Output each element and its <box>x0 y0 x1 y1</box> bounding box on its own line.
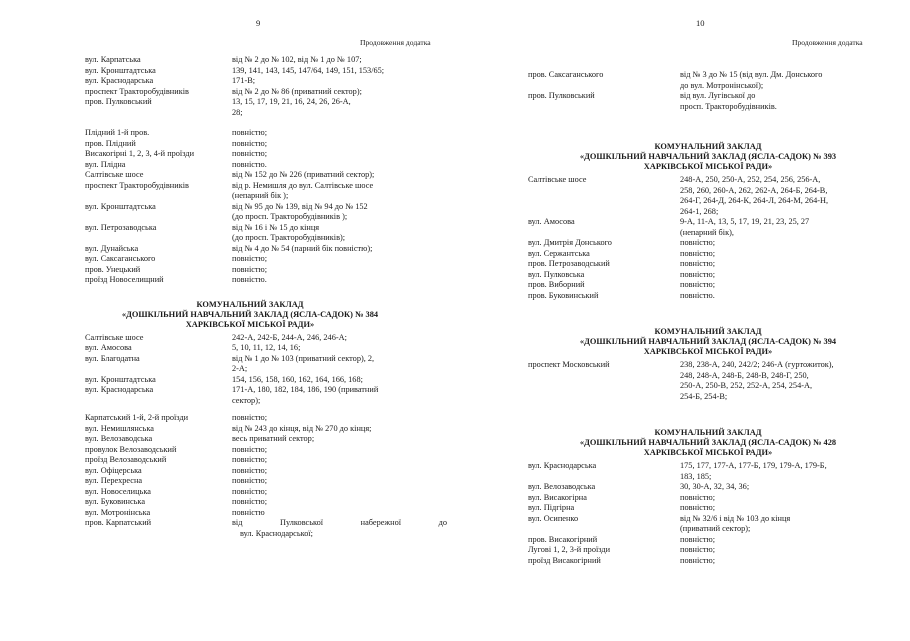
address-line: від № 1 до № 103 (приватний сектор), 2, <box>232 353 375 363</box>
address-row <box>528 461 873 482</box>
address-range <box>232 445 447 456</box>
heading-line: КОМУНАЛЬНИЙ ЗАКЛАД <box>196 299 304 309</box>
address-line: повністю; <box>232 455 268 464</box>
institution-heading-384 <box>75 300 425 330</box>
street-name: вул. Перехресна <box>85 476 143 485</box>
address-line: від р. Немишля до вул. Салтівське шосе <box>232 180 374 190</box>
street-name: вул. Кронштадтська <box>85 374 156 384</box>
address-row <box>528 217 873 238</box>
address-row <box>528 249 873 260</box>
address-row <box>85 445 447 456</box>
address-line: 175, 177, 177-А, 177-Б, 179, 179-А, 179-Б, <box>680 461 827 470</box>
address-range <box>232 385 447 406</box>
address-range <box>680 270 873 281</box>
address-range <box>680 360 873 402</box>
address-row <box>528 238 873 249</box>
address-line: повністю; <box>680 238 716 247</box>
address-line: просп. Тракторобудівників. <box>680 101 777 111</box>
heading-line: ХАРКІВСЬКОЇ МІСЬКОЇ РАДИ» <box>643 448 773 457</box>
address-list <box>528 360 873 402</box>
address-line: від № 243 до кінця, від № 270 до кінця; <box>232 423 372 433</box>
address-range <box>232 343 447 354</box>
address-line: (непарний бік), <box>680 227 734 237</box>
address-row <box>85 265 447 276</box>
address-line: 154, 156, 158, 160, 162, 164, 166, 168; <box>232 374 363 384</box>
institution-heading-393 <box>533 142 883 172</box>
address-row <box>85 66 447 77</box>
address-range <box>680 503 873 514</box>
address-range <box>680 91 873 112</box>
address-range <box>232 139 447 150</box>
address-line: повністю; <box>232 444 268 454</box>
right-content <box>528 70 873 566</box>
address-line: від № 152 до № 226 (приватний сектор); <box>232 170 375 179</box>
address-range <box>232 476 447 487</box>
address-list <box>85 55 447 118</box>
address-range <box>232 76 447 87</box>
address-row <box>85 466 447 477</box>
address-row <box>528 535 873 546</box>
heading-line: «ДОШКІЛЬНИЙ НАВЧАЛЬНИЙ ЗАКЛАД (ЯСЛА-САДОК) № 393 <box>579 152 837 161</box>
address-range <box>232 55 447 66</box>
address-row <box>528 91 873 112</box>
address-row <box>85 181 447 202</box>
heading-line: ХАРКІВСЬКОЇ МІСЬКОЇ РАДИ» <box>643 347 773 356</box>
address-line: повністю; <box>232 264 268 274</box>
address-line: повністю. <box>232 275 267 284</box>
address-line: 30, 30-А, 32, 34, 36; <box>680 482 750 491</box>
address-list <box>85 413 447 518</box>
page-number: 10 <box>696 18 705 28</box>
address-line: (приватний сектор); <box>680 524 751 533</box>
address-line: повністю; <box>680 534 716 544</box>
address-line: від № 2 до № 86 (приватний сектор); <box>232 86 362 96</box>
institution-heading-428 <box>533 428 883 458</box>
address-row <box>528 270 873 281</box>
heading-line: КОМУНАЛЬНИЙ ЗАКЛАД <box>654 428 762 437</box>
address-row <box>85 487 447 498</box>
address-range <box>232 455 447 466</box>
street-name: вул. Велозаводська <box>85 434 153 443</box>
address-line: 2-А; <box>232 364 248 373</box>
address-range <box>680 461 873 482</box>
address-row <box>85 434 447 445</box>
address-line: від № 2 до № 102, від № 1 до № 107; <box>232 55 362 64</box>
street-name: пров. Унецький <box>85 264 141 274</box>
address-row <box>528 514 873 535</box>
address-line: 242-А, 242-Б, 244-А, 246, 246-А; <box>232 332 347 342</box>
address-row <box>85 254 447 265</box>
address-row <box>528 503 873 514</box>
address-range <box>232 333 447 344</box>
address-line: повністю <box>232 507 265 517</box>
address-row <box>85 160 447 171</box>
address-range <box>680 249 873 260</box>
address-row <box>85 455 447 466</box>
street-name: вул. Немишлянська <box>85 423 154 433</box>
address-row <box>85 76 447 87</box>
address-line: (непарний бік ); <box>232 191 289 200</box>
continuation-label: Продовження додатка <box>360 38 431 47</box>
address-line: повністю; <box>232 128 268 137</box>
address-line: повністю; <box>232 497 268 506</box>
street-name: пров. Петрозаводський <box>528 259 610 268</box>
address-row <box>85 413 447 424</box>
address-row <box>85 128 447 139</box>
address-line: сектор); <box>232 395 261 405</box>
heading-line: «ДОШКІЛЬНИЙ НАВЧАЛЬНИЙ ЗАКЛАД (ЯСЛА-САДОК) № 394 <box>579 337 837 346</box>
address-range <box>232 254 447 265</box>
address-row <box>528 482 873 493</box>
address-line: 264-Г, 264-Д, 264-К, 264-Л, 264-М, 264-Н, <box>680 196 829 205</box>
heading-line: ХАРКІВСЬКОЇ МІСЬКОЇ РАДИ» <box>185 319 315 329</box>
address-range <box>232 466 447 477</box>
address-range <box>680 545 873 556</box>
address-row <box>528 545 873 556</box>
street-name: проспект Тракторобудівників <box>85 180 189 190</box>
address-list <box>85 333 447 407</box>
address-line: 9-А, 11-А, 13, 5, 17, 19, 21, 23, 25, 27 <box>680 217 810 226</box>
address-range <box>680 217 873 238</box>
address-line: повністю; <box>680 280 716 289</box>
address-line: (до просп. Тракторобудівників); <box>232 233 346 242</box>
address-range <box>680 535 873 546</box>
address-row <box>85 518 447 539</box>
institution-heading-394 <box>533 327 883 357</box>
word: до <box>438 518 447 527</box>
street-name: Салтівське шосе <box>85 170 144 179</box>
address-row <box>85 497 447 508</box>
address-row <box>528 259 873 270</box>
address-range <box>680 556 873 567</box>
address-line: повністю; <box>232 486 268 496</box>
address-row <box>528 493 873 504</box>
address-range <box>232 160 447 171</box>
street-name: проїзд Висакогірний <box>528 555 601 565</box>
address-line: повністю; <box>680 555 716 565</box>
address-row <box>85 385 447 406</box>
address-range <box>232 375 447 386</box>
address-range <box>232 275 447 286</box>
address-range <box>232 434 447 445</box>
street-name: проспект Тракторобудівників <box>85 86 189 96</box>
street-name: вул. Саксаганського <box>85 254 156 263</box>
address-line: від № 3 до № 15 (від вул. Дм. Донського <box>680 70 823 79</box>
address-line: повністю; <box>680 503 716 512</box>
address-row <box>528 280 873 291</box>
street-name: Карпатський 1-й, 2-й проїзди <box>85 413 189 422</box>
address-line: повністю; <box>680 492 716 502</box>
address-list <box>528 175 873 301</box>
address-row <box>85 343 447 354</box>
address-line: 250-А, 250-В, 252, 252-А, 254, 254-А, <box>680 381 813 390</box>
street-name: пров. Буковинський <box>528 290 599 300</box>
address-line: повністю; <box>232 138 268 148</box>
address-line: вул. Краснодарської; <box>240 528 313 538</box>
address-range <box>680 70 873 91</box>
address-range <box>232 170 447 181</box>
street-name: проїзд Велозаводський <box>85 455 167 464</box>
street-name: вул. Краснодарська <box>85 385 154 394</box>
address-row <box>85 275 447 286</box>
street-name: вул. Кронштадтська <box>85 201 156 211</box>
street-name: вул. Офіцерська <box>85 465 142 475</box>
heading-line: КОМУНАЛЬНИЙ ЗАКЛАД <box>654 327 762 336</box>
address-range <box>232 497 447 508</box>
address-list <box>528 70 873 112</box>
address-line: (до просп. Тракторобудівників ); <box>232 212 348 221</box>
street-name: вул. Карпатська <box>85 55 141 64</box>
address-range <box>232 518 447 539</box>
address-line: повністю; <box>680 248 716 258</box>
heading-line: «ДОШКІЛЬНИЙ НАВЧАЛЬНИЙ ЗАКЛАД (ЯСЛА-САДОК) № 384 <box>121 309 379 319</box>
address-row <box>528 360 873 402</box>
address-row <box>85 508 447 519</box>
address-row <box>85 223 447 244</box>
address-row <box>85 55 447 66</box>
street-name: вул. Мотронінська <box>85 507 151 517</box>
address-line: повністю; <box>232 413 268 422</box>
address-row <box>85 354 447 375</box>
street-name: проїзд Новоселищний <box>85 275 164 284</box>
address-line: 13, 15, 17, 19, 21, 16, 24, 26, 26-А, <box>232 97 351 106</box>
street-name: пров. Карпатський <box>85 518 152 527</box>
address-range <box>232 424 447 435</box>
address-range <box>232 66 447 77</box>
word: Пулковської <box>280 518 324 527</box>
street-name: Салтівське шосе <box>85 332 144 342</box>
address-line: до вул. Мотронінської); <box>680 80 764 90</box>
street-name: вул. Новоселицька <box>85 486 151 496</box>
address-range <box>680 238 873 249</box>
address-row <box>85 87 447 98</box>
heading-line: КОМУНАЛЬНИЙ ЗАКЛАД <box>654 142 762 151</box>
address-range <box>232 354 447 375</box>
street-name: вул. Підгірна <box>528 503 575 512</box>
address-row <box>528 70 873 91</box>
street-name: Висакогірні 1, 2, 3, 4-й проїзди <box>85 149 195 158</box>
address-line: 139, 141, 143, 145, 147/64, 149, 151, 153/65; <box>232 65 385 75</box>
street-name: пров. Саксаганського <box>528 70 604 79</box>
street-name: проспект Московський <box>528 360 610 369</box>
address-row <box>85 333 447 344</box>
address-line: повністю. <box>232 159 267 169</box>
address-row <box>85 139 447 150</box>
address-line: від № 32/6 і від № 103 до кінця <box>680 513 791 523</box>
address-range <box>232 202 447 223</box>
address-row <box>85 149 447 160</box>
street-name: вул. Плідна <box>85 159 126 169</box>
street-name: вул. Пулковська <box>528 269 585 279</box>
address-range <box>680 280 873 291</box>
address-list <box>85 128 447 286</box>
street-name: Плідний 1-й пров. <box>85 128 150 137</box>
street-name: вул. Висакогірна <box>528 492 587 502</box>
address-range <box>232 87 447 98</box>
address-range <box>232 181 447 202</box>
street-name: вул. Велозаводська <box>528 482 596 491</box>
address-line: 183, 185; <box>680 471 712 481</box>
address-line: повністю; <box>232 465 268 475</box>
address-range <box>680 482 873 493</box>
address-range <box>232 487 447 498</box>
street-name: Лугові 1, 2, 3-й проїзди <box>528 545 611 554</box>
street-name: вул. Амосова <box>528 217 575 226</box>
right-page <box>455 0 910 641</box>
word: набережної <box>360 518 402 527</box>
street-name: провулок Велозаводський <box>85 444 177 454</box>
address-line: від № 95 до № 139, від № 94 до № 152 <box>232 201 368 211</box>
address-row <box>528 175 873 217</box>
address-range <box>232 128 447 139</box>
address-line: 258, 260, 260-А, 262, 262-А, 264-Б, 264-В, <box>680 185 828 195</box>
address-line: повністю; <box>680 545 716 554</box>
street-name: вул. Сержантська <box>528 248 590 258</box>
address-line: 248-А, 250, 250-А, 252, 254, 256, 256-А, <box>680 175 821 184</box>
address-range <box>680 259 873 270</box>
address-line: весь приватний сектор; <box>232 434 315 443</box>
address-line: від № 4 до № 54 (парний бік повністю); <box>232 243 373 253</box>
street-name: вул. Осипенко <box>528 513 579 523</box>
address-range <box>232 265 447 276</box>
address-row <box>528 556 873 567</box>
address-line: повністю; <box>680 259 716 268</box>
address-range <box>232 149 447 160</box>
address-row <box>85 476 447 487</box>
address-line: повністю. <box>680 290 715 300</box>
heading-line: «ДОШКІЛЬНИЙ НАВЧАЛЬНИЙ ЗАКЛАД (ЯСЛА-САДОК) № 428 <box>579 438 837 447</box>
address-line: 5, 10, 11, 12, 14, 16; <box>232 343 301 352</box>
address-line: 264-1, 268; <box>680 206 719 216</box>
address-line: 28; <box>232 107 243 117</box>
address-line: повністю; <box>232 476 268 485</box>
address-range <box>232 97 447 118</box>
address-row <box>85 170 447 181</box>
address-line: повністю; <box>232 254 268 263</box>
street-name: пров. Висакогірний <box>528 534 598 544</box>
address-range <box>680 493 873 504</box>
street-name: пров. Пулковський <box>85 97 152 106</box>
street-name: вул. Кронштадтська <box>85 65 156 75</box>
address-list <box>528 461 873 566</box>
address-range <box>680 175 873 217</box>
word: від <box>232 518 243 527</box>
address-row <box>85 375 447 386</box>
heading-line: ХАРКІВСЬКОЇ МІСЬКОЇ РАДИ» <box>643 162 773 171</box>
address-range <box>680 291 873 302</box>
address-range <box>232 244 447 255</box>
street-name: вул. Краснодарська <box>528 461 597 470</box>
address-range <box>232 413 447 424</box>
address-line: від вул. Лугівської до <box>680 91 756 100</box>
page-number: 9 <box>256 18 261 28</box>
address-line: від № 16 і № 15 до кінця <box>232 222 320 232</box>
street-name: Салтівське шосе <box>528 175 587 184</box>
address-range <box>232 223 447 244</box>
address-range <box>680 514 873 535</box>
street-name: вул. Дмитрія Донського <box>528 238 612 247</box>
continuation-label: Продовження додатка <box>792 38 863 47</box>
address-row <box>85 244 447 255</box>
street-name: вул. Краснодарська <box>85 76 154 85</box>
address-row <box>85 424 447 435</box>
left-content <box>85 55 447 539</box>
address-line: 254-Б, 254-В; <box>680 391 728 401</box>
address-line: 171-А, 180, 182, 184, 186, 190 (приватний <box>232 385 379 394</box>
address-line: повністю; <box>680 269 716 279</box>
address-line: 248, 248-А, 248-Б, 248-В, 248-Г, 250, <box>680 370 809 380</box>
street-name: вул. Благодатна <box>85 353 140 363</box>
address-line: повністю; <box>232 149 268 158</box>
street-name: вул. Амосова <box>85 343 132 352</box>
justified-line <box>232 518 447 529</box>
address-row <box>85 202 447 223</box>
street-name: вул. Дунайська <box>85 243 139 253</box>
address-line: 238, 238-А, 240, 242/2; 246-А (гуртожиток), <box>680 360 834 369</box>
address-range <box>232 508 447 519</box>
street-name: пров. Пулковський <box>528 91 595 100</box>
address-row <box>85 97 447 118</box>
street-name: пров. Плідний <box>85 138 136 148</box>
address-row <box>528 291 873 302</box>
street-name: пров. Виборний <box>528 280 585 289</box>
street-name: вул. Петрозаводська <box>85 222 157 232</box>
street-name: вул. Буковинська <box>85 497 146 506</box>
address-line: 171-В; <box>232 76 256 85</box>
